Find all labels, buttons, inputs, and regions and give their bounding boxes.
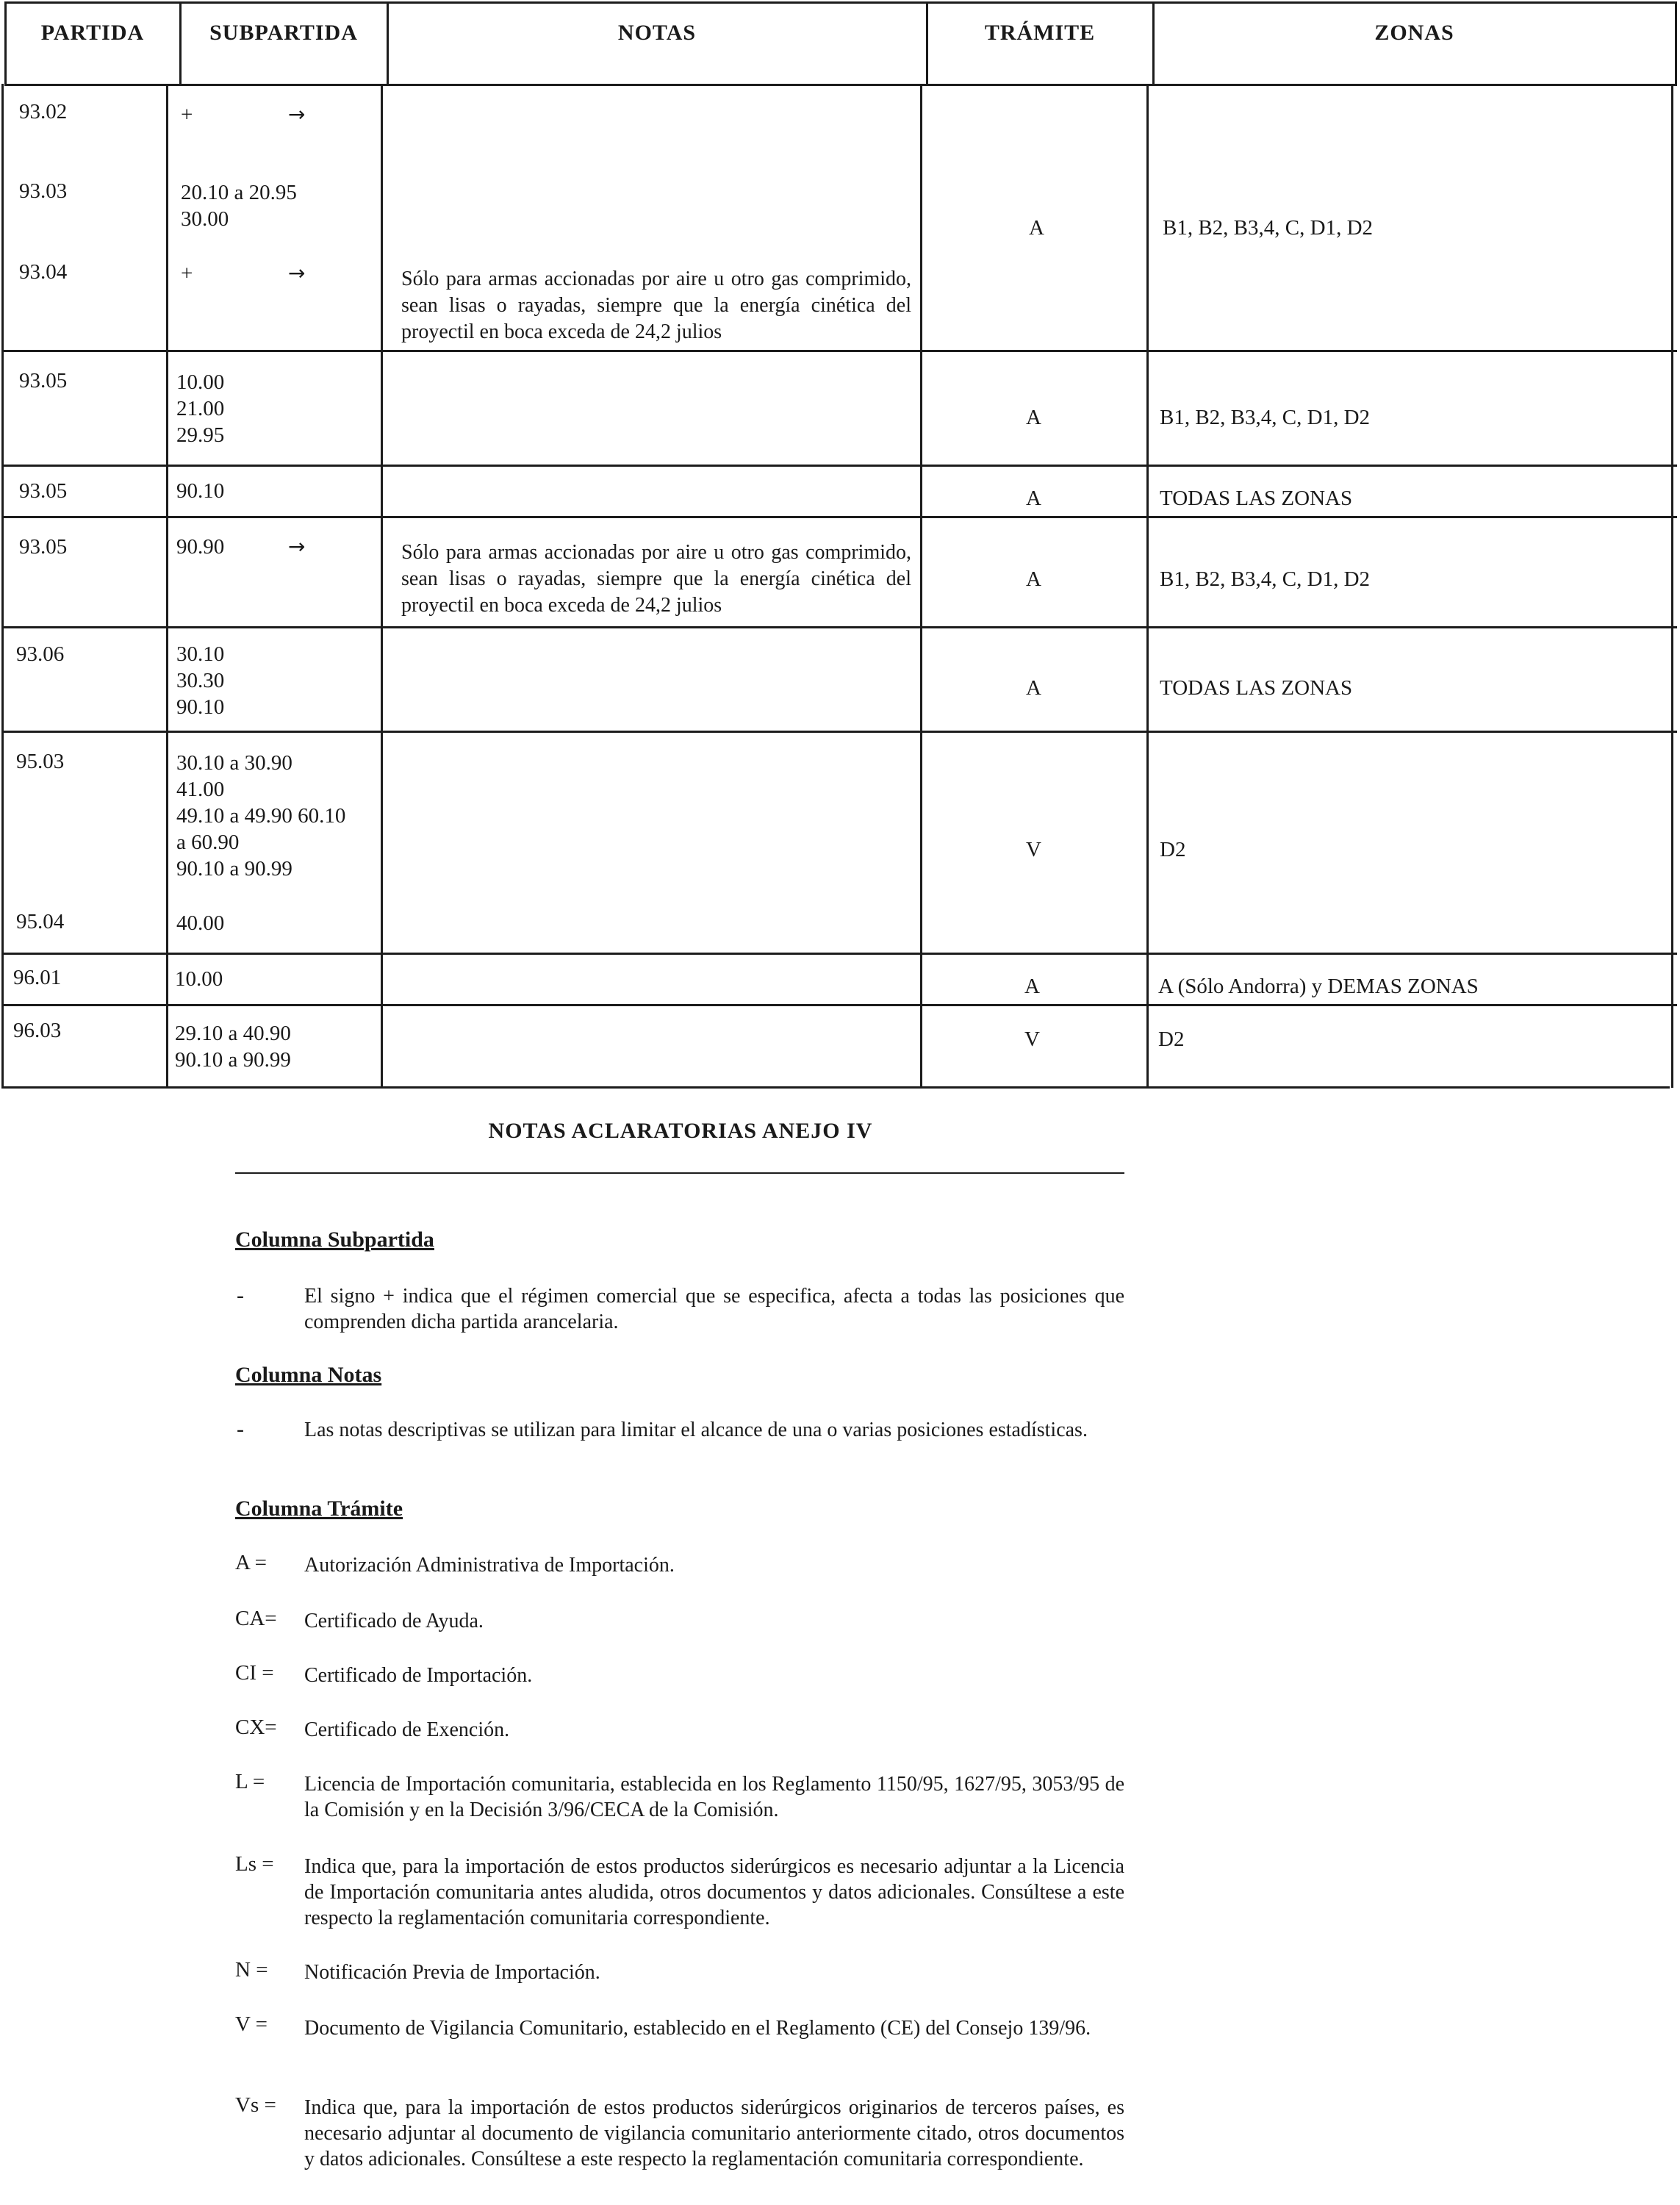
arrow-icon: →	[288, 102, 306, 126]
bullet: -	[237, 1283, 244, 1308]
zonas-cell: D2	[1160, 838, 1186, 861]
zonas-cell: B1, B2, B3,4, C, D1, D2	[1160, 406, 1371, 429]
tramite-cell: A	[1029, 216, 1044, 240]
column-rule	[1, 84, 4, 1088]
tramite-code: V =	[235, 2012, 268, 2036]
notes-title: NOTAS ACLARATORIAS ANEJO IV	[488, 1119, 873, 1143]
partida-cell: 95.04	[16, 910, 65, 933]
subpartida-cell: +	[181, 103, 193, 126]
tramite-definition: Autorización Administrativa de Importación.	[304, 1554, 675, 1577]
title-rule	[235, 1172, 1124, 1174]
partida-cell: 93.04	[19, 260, 68, 284]
subpartida-cell: 20.10 a 20.95 30.00	[181, 181, 297, 231]
section-heading-subpartida: Columna Subpartida	[235, 1227, 434, 1252]
tramite-definition: Notificación Previa de Importación.	[304, 1961, 600, 1984]
subpartida-cell: 90.10	[176, 479, 225, 503]
tramite-cell: A	[1026, 487, 1041, 510]
subpartida-cell: 10.00 21.00 29.95	[176, 370, 225, 447]
tramite-definition: Certificado de Exención.	[304, 1718, 510, 1741]
header-partida: PARTIDA	[40, 21, 145, 45]
subpartida-cell: 30.10 a 30.90 41.00 49.10 a 49.90 60.10 a 60.90 90.10 a 90.99	[176, 751, 346, 881]
zonas-cell: B1, B2, B3,4, C, D1, D2	[1160, 567, 1371, 591]
partida-cell: 93.02	[19, 100, 68, 123]
column-rule	[920, 84, 922, 1088]
tramite-code: CX=	[235, 1715, 277, 1739]
tramite-definition: Indica que, para la importación de estos productos siderúrgicos originarios de terceros países, es necesario adjuntar al documento de vigilancia comunitario anteriormente citado, otros documentos y datos adicionales. Consúltese a este respecto la reglamentación comunitaria correspondiente.	[304, 2096, 1124, 2170]
zonas-cell: TODAS LAS ZONAS	[1160, 676, 1353, 700]
partida-cell: 93.05	[19, 369, 68, 392]
zonas-cell: TODAS LAS ZONAS	[1160, 487, 1353, 510]
column-rule	[1146, 84, 1149, 1088]
section-heading-tramite: Columna Trámite	[235, 1496, 403, 1521]
row-divider	[1, 350, 1677, 352]
tramite-code: N =	[235, 1958, 268, 1982]
row-divider	[1, 1004, 1677, 1006]
nota-cell: Sólo para armas accionadas por aire u otro gas comprimido, sean lisas o rayadas, siempre que la energía cinética del proyectil en boca exceda de 24,2 julios	[401, 541, 911, 617]
tramite-cell: A	[1026, 567, 1041, 591]
row-divider	[1, 626, 1677, 628]
tariff-table	[0, 0, 1680, 1095]
nota-cell: Sólo para armas accionadas por aire u otro gas comprimido, sean lisas o rayadas, siempre que la energía cinética del proyectil en boca exceda de 24,2 julios	[401, 268, 911, 343]
zonas-cell: D2	[1158, 1028, 1185, 1051]
subpartida-cell: 90.90	[176, 535, 225, 559]
tramite-code: CA=	[235, 1607, 277, 1630]
subpartida-cell: 30.10 30.30 90.10	[176, 642, 225, 719]
notas-note-text: Las notas descriptivas se utilizan para limitar el alcance de una o varias posiciones estadísticas.	[304, 1419, 1088, 1441]
section-heading-notas: Columna Notas	[235, 1363, 382, 1387]
zonas-cell: A (Sólo Andorra) y DEMAS ZONAS	[1158, 975, 1479, 998]
column-rule	[166, 84, 168, 1088]
tramite-definition: Indica que, para la importación de estos productos siderúrgicos es necesario adjuntar a la Licencia de Importación comunitaria antes aludida, otros documentos y datos adicionales. Consúltese a este respecto la reglamentación comunitaria correspondiente.	[304, 1855, 1124, 1929]
table-bottom-border	[1, 1086, 1670, 1089]
subpartida-cell: 40.00	[176, 911, 225, 935]
partida-cell: 96.01	[13, 966, 62, 989]
tramite-cell: A	[1026, 676, 1041, 700]
row-divider	[1, 465, 1677, 467]
header-notas: NOTAS	[617, 21, 697, 45]
row-divider	[1, 516, 1677, 518]
subpartida-cell: +	[181, 262, 193, 285]
subpartida-cell: 29.10 a 40.90 90.10 a 90.99	[175, 1022, 291, 1072]
arrow-icon: →	[288, 261, 306, 285]
tramite-code: CI =	[235, 1661, 274, 1685]
subpartida-note-text: El signo + indica que el régimen comercial que se especifica, afecta a todas las posiciones que comprenden dicha partida arancelaria.	[304, 1285, 1124, 1333]
row-divider	[1, 953, 1677, 955]
column-rule	[1671, 84, 1673, 1088]
zonas-cell: B1, B2, B3,4, C, D1, D2	[1163, 216, 1374, 240]
tramite-code: A =	[235, 1551, 267, 1574]
partida-cell: 96.03	[13, 1019, 62, 1042]
partida-cell: 93.05	[19, 535, 68, 559]
subpartida-cell: 10.00	[175, 967, 223, 991]
tramite-cell: V	[1026, 838, 1041, 861]
arrow-icon: →	[288, 534, 306, 559]
row-divider	[1, 731, 1677, 733]
tramite-definition: Documento de Vigilancia Comunitario, establecido en el Reglamento (CE) del Consejo 139/96.	[304, 2017, 1091, 2040]
tramite-cell: V	[1024, 1028, 1040, 1051]
tramite-definition: Certificado de Importación.	[304, 1664, 533, 1687]
tramite-code: Ls =	[235, 1852, 274, 1876]
column-rule	[381, 84, 383, 1088]
tramite-cell: A	[1024, 975, 1040, 998]
partida-cell: 95.03	[16, 750, 65, 773]
partida-cell: 93.06	[16, 642, 65, 666]
bullet: -	[237, 1417, 244, 1441]
tramite-definition: Certificado de Ayuda.	[304, 1610, 484, 1632]
header-subpartida: SUBPARTIDA	[209, 21, 358, 45]
partida-cell: 93.05	[19, 479, 68, 503]
tramite-cell: A	[1026, 406, 1041, 429]
header-bottom-rule	[4, 84, 1677, 86]
tramite-code: Vs =	[235, 2093, 276, 2117]
table-top-border	[4, 1, 1677, 4]
partida-cell: 93.03	[19, 179, 68, 203]
tramite-code: L =	[235, 1770, 265, 1793]
tramite-definition: Licencia de Importación comunitaria, establecida en los Reglamento 1150/95, 1627/95, 3053/95 de la Comisión y en la Decisión 3/96/CECA de la Comisión.	[304, 1773, 1124, 1821]
header-tramite: TRÁMITE	[984, 21, 1096, 45]
column-rule	[1675, 1, 1677, 85]
header-zonas: ZONAS	[1374, 21, 1454, 45]
